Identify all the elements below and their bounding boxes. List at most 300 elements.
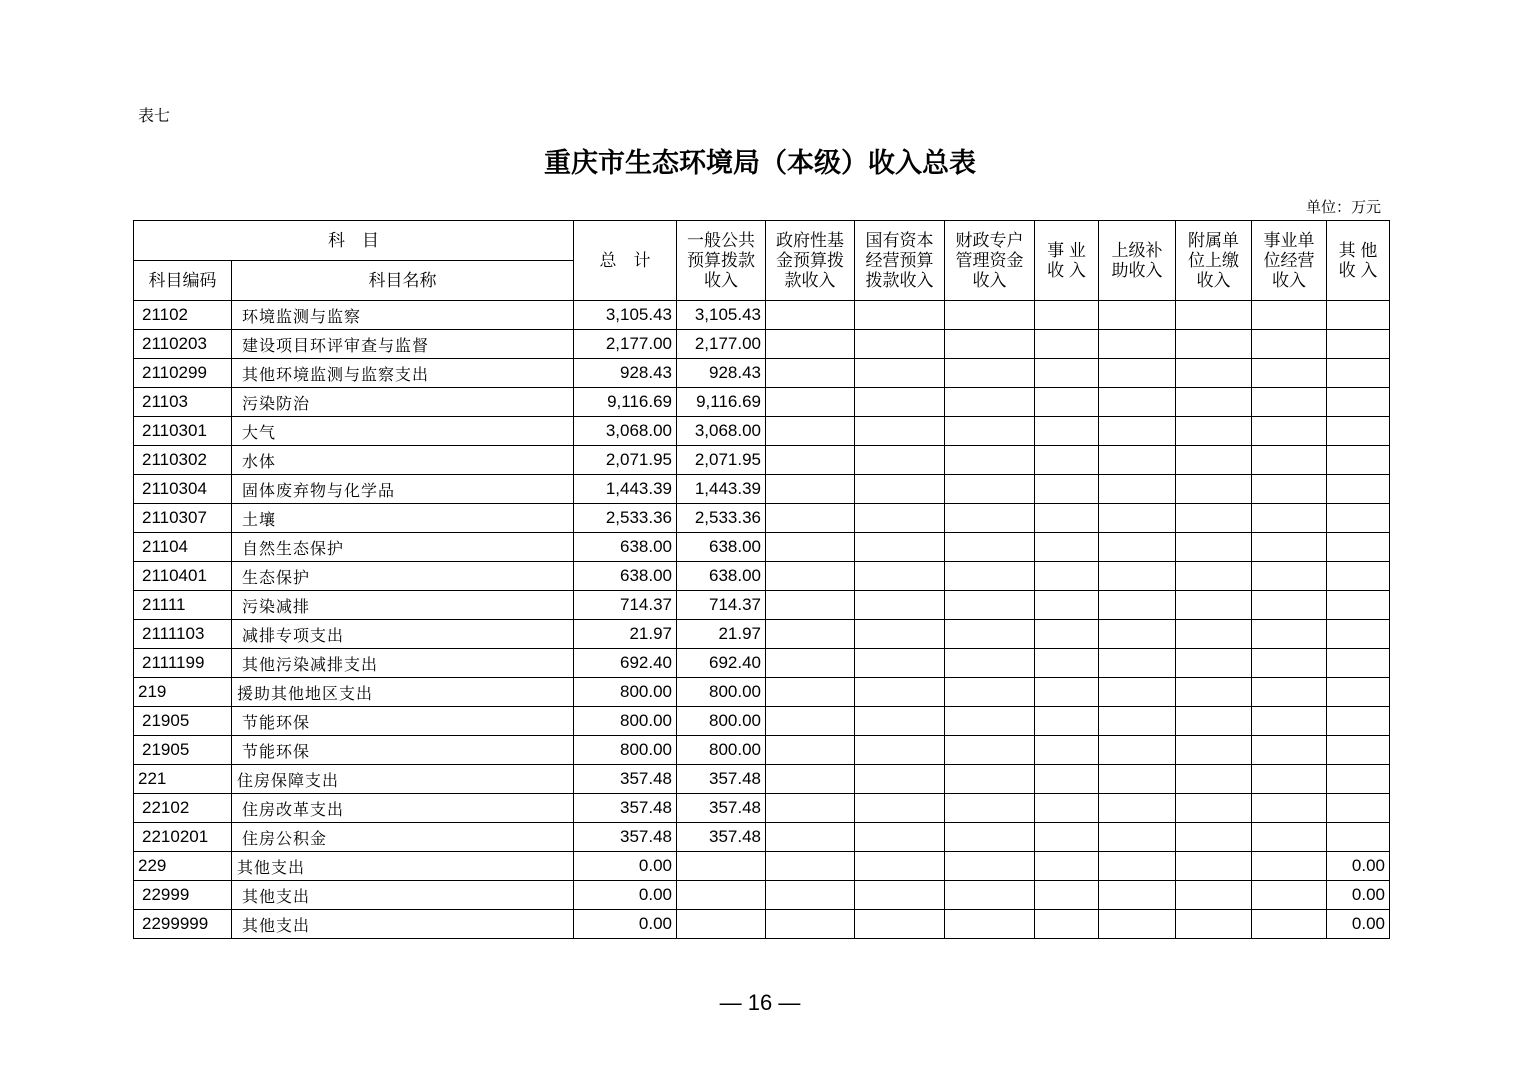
cell-total: 2,177.00 xyxy=(574,330,677,359)
cell-operating-income xyxy=(1252,417,1327,446)
cell-code: 219 xyxy=(134,678,232,707)
cell-enterprise-income xyxy=(1035,417,1099,446)
cell-state-capital xyxy=(855,910,945,939)
cell-superior-subsidy xyxy=(1099,475,1176,504)
cell-code: 2111103 xyxy=(134,620,232,649)
cell-total: 638.00 xyxy=(574,533,677,562)
cell-special-fund xyxy=(945,591,1035,620)
table-row xyxy=(134,620,1390,649)
cell-general-budget: 2,177.00 xyxy=(677,330,766,359)
cell-operating-income xyxy=(1252,881,1327,910)
cell-affiliated-income xyxy=(1176,881,1252,910)
cell-state-capital xyxy=(855,504,945,533)
cell-general-budget: 2,533.36 xyxy=(677,504,766,533)
cell-total: 0.00 xyxy=(574,881,677,910)
cell-code: 21111 xyxy=(134,591,232,620)
cell-name: 环境监测与监察 xyxy=(232,301,574,330)
cell-enterprise-income xyxy=(1035,591,1099,620)
cell-other-income xyxy=(1327,562,1390,591)
cell-state-capital xyxy=(855,736,945,765)
cell-special-fund xyxy=(945,562,1035,591)
cell-affiliated-income xyxy=(1176,504,1252,533)
cell-affiliated-income xyxy=(1176,359,1252,388)
cell-operating-income xyxy=(1252,504,1327,533)
table-row xyxy=(134,533,1390,562)
cell-gov-fund xyxy=(766,330,855,359)
table-row xyxy=(134,475,1390,504)
cell-superior-subsidy xyxy=(1099,388,1176,417)
cell-enterprise-income xyxy=(1035,475,1099,504)
cell-total: 800.00 xyxy=(574,678,677,707)
cell-other-income xyxy=(1327,707,1390,736)
table-row xyxy=(134,649,1390,678)
cell-other-income xyxy=(1327,388,1390,417)
cell-general-budget xyxy=(677,910,766,939)
cell-other-income xyxy=(1327,446,1390,475)
cell-total: 3,068.00 xyxy=(574,417,677,446)
cell-superior-subsidy xyxy=(1099,330,1176,359)
cell-special-fund xyxy=(945,504,1035,533)
cell-enterprise-income xyxy=(1035,794,1099,823)
cell-total: 1,443.39 xyxy=(574,475,677,504)
cell-other-income xyxy=(1327,736,1390,765)
cell-operating-income xyxy=(1252,736,1327,765)
cell-gov-fund xyxy=(766,533,855,562)
cell-special-fund xyxy=(945,301,1035,330)
cell-special-fund xyxy=(945,330,1035,359)
table-row xyxy=(134,446,1390,475)
cell-special-fund xyxy=(945,359,1035,388)
cell-total: 357.48 xyxy=(574,765,677,794)
cell-superior-subsidy xyxy=(1099,620,1176,649)
table-row xyxy=(134,591,1390,620)
cell-special-fund xyxy=(945,852,1035,881)
cell-general-budget: 800.00 xyxy=(677,678,766,707)
cell-gov-fund xyxy=(766,910,855,939)
cell-superior-subsidy xyxy=(1099,736,1176,765)
cell-operating-income xyxy=(1252,852,1327,881)
other-income-header: 其 他 收 入 xyxy=(1327,221,1390,301)
cell-state-capital xyxy=(855,707,945,736)
cell-code: 21104 xyxy=(134,533,232,562)
cell-state-capital xyxy=(855,678,945,707)
cell-other-income xyxy=(1327,765,1390,794)
cell-other-income xyxy=(1327,504,1390,533)
cell-gov-fund xyxy=(766,823,855,852)
cell-other-income xyxy=(1327,301,1390,330)
cell-special-fund xyxy=(945,620,1035,649)
cell-total: 357.48 xyxy=(574,823,677,852)
cell-operating-income xyxy=(1252,301,1327,330)
cell-operating-income xyxy=(1252,591,1327,620)
cell-affiliated-income xyxy=(1176,765,1252,794)
cell-special-fund xyxy=(945,765,1035,794)
cell-name: 固体废弃物与化学品 xyxy=(232,475,574,504)
cell-code: 21103 xyxy=(134,388,232,417)
operating-income-header: 事业单 位经营 收入 xyxy=(1252,221,1327,301)
table-row xyxy=(134,388,1390,417)
cell-general-budget: 692.40 xyxy=(677,649,766,678)
cell-name: 建设项目环评审查与监督 xyxy=(232,330,574,359)
state-capital-header: 国有资本 经营预算 拨款收入 xyxy=(855,221,945,301)
cell-gov-fund xyxy=(766,562,855,591)
page-number: — 16 — xyxy=(719,990,801,1015)
cell-special-fund xyxy=(945,678,1035,707)
cell-state-capital xyxy=(855,330,945,359)
cell-affiliated-income xyxy=(1176,736,1252,765)
cell-name: 节能环保 xyxy=(232,736,574,765)
table-label: 表七 xyxy=(138,106,171,125)
cell-gov-fund xyxy=(766,649,855,678)
cell-state-capital xyxy=(855,852,945,881)
cell-special-fund xyxy=(945,707,1035,736)
cell-enterprise-income xyxy=(1035,910,1099,939)
cell-name: 大气 xyxy=(232,417,574,446)
cell-affiliated-income xyxy=(1176,388,1252,417)
cell-affiliated-income xyxy=(1176,446,1252,475)
cell-gov-fund xyxy=(766,881,855,910)
cell-operating-income xyxy=(1252,707,1327,736)
cell-state-capital xyxy=(855,388,945,417)
cell-name: 其他污染减排支出 xyxy=(232,649,574,678)
cell-name: 住房改革支出 xyxy=(232,794,574,823)
cell-name: 住房公积金 xyxy=(232,823,574,852)
cell-code: 229 xyxy=(134,852,232,881)
cell-code: 221 xyxy=(134,765,232,794)
cell-general-budget: 3,068.00 xyxy=(677,417,766,446)
cell-operating-income xyxy=(1252,446,1327,475)
cell-superior-subsidy xyxy=(1099,301,1176,330)
table-row xyxy=(134,504,1390,533)
cell-general-budget: 800.00 xyxy=(677,736,766,765)
table-row xyxy=(134,707,1390,736)
cell-special-fund xyxy=(945,794,1035,823)
cell-superior-subsidy xyxy=(1099,417,1176,446)
cell-code: 2299999 xyxy=(134,910,232,939)
cell-enterprise-income xyxy=(1035,301,1099,330)
cell-gov-fund xyxy=(766,620,855,649)
cell-operating-income xyxy=(1252,330,1327,359)
cell-code: 21905 xyxy=(134,707,232,736)
cell-general-budget: 800.00 xyxy=(677,707,766,736)
cell-code: 2110301 xyxy=(134,417,232,446)
cell-affiliated-income xyxy=(1176,475,1252,504)
table-row xyxy=(134,417,1390,446)
cell-total: 9,116.69 xyxy=(574,388,677,417)
cell-enterprise-income xyxy=(1035,533,1099,562)
cell-superior-subsidy xyxy=(1099,649,1176,678)
cell-affiliated-income xyxy=(1176,620,1252,649)
table-row xyxy=(134,765,1390,794)
cell-special-fund xyxy=(945,533,1035,562)
cell-state-capital xyxy=(855,475,945,504)
cell-superior-subsidy xyxy=(1099,823,1176,852)
cell-affiliated-income xyxy=(1176,562,1252,591)
cell-code: 2111199 xyxy=(134,649,232,678)
table-row xyxy=(134,359,1390,388)
cell-operating-income xyxy=(1252,620,1327,649)
enterprise-income-header: 事 业 收 入 xyxy=(1035,221,1099,301)
cell-other-income xyxy=(1327,359,1390,388)
cell-gov-fund xyxy=(766,707,855,736)
cell-enterprise-income xyxy=(1035,562,1099,591)
cell-state-capital xyxy=(855,591,945,620)
cell-name: 其他支出 xyxy=(232,910,574,939)
cell-superior-subsidy xyxy=(1099,562,1176,591)
cell-gov-fund xyxy=(766,475,855,504)
cell-other-income xyxy=(1327,591,1390,620)
cell-name: 援助其他地区支出 xyxy=(232,678,574,707)
cell-enterprise-income xyxy=(1035,504,1099,533)
cell-superior-subsidy xyxy=(1099,910,1176,939)
cell-code: 2210201 xyxy=(134,823,232,852)
cell-enterprise-income xyxy=(1035,620,1099,649)
cell-name: 污染减排 xyxy=(232,591,574,620)
cell-other-income xyxy=(1327,678,1390,707)
cell-affiliated-income xyxy=(1176,417,1252,446)
cell-total: 800.00 xyxy=(574,707,677,736)
cell-state-capital xyxy=(855,794,945,823)
cell-state-capital xyxy=(855,359,945,388)
cell-gov-fund xyxy=(766,736,855,765)
cell-total: 21.97 xyxy=(574,620,677,649)
cell-operating-income xyxy=(1252,388,1327,417)
cell-enterprise-income xyxy=(1035,330,1099,359)
cell-operating-income xyxy=(1252,678,1327,707)
cell-operating-income xyxy=(1252,475,1327,504)
cell-state-capital xyxy=(855,533,945,562)
cell-total: 0.00 xyxy=(574,852,677,881)
income-table xyxy=(133,220,1390,939)
cell-gov-fund xyxy=(766,504,855,533)
cell-affiliated-income xyxy=(1176,649,1252,678)
cell-state-capital xyxy=(855,649,945,678)
cell-enterprise-income xyxy=(1035,707,1099,736)
cell-enterprise-income xyxy=(1035,678,1099,707)
cell-name: 节能环保 xyxy=(232,707,574,736)
cell-name: 其他支出 xyxy=(232,881,574,910)
cell-operating-income xyxy=(1252,533,1327,562)
table-row xyxy=(134,881,1390,910)
cell-enterprise-income xyxy=(1035,823,1099,852)
cell-general-budget: 21.97 xyxy=(677,620,766,649)
cell-superior-subsidy xyxy=(1099,504,1176,533)
cell-operating-income xyxy=(1252,649,1327,678)
cell-code: 2110307 xyxy=(134,504,232,533)
cell-total: 3,105.43 xyxy=(574,301,677,330)
cell-special-fund xyxy=(945,417,1035,446)
cell-superior-subsidy xyxy=(1099,591,1176,620)
cell-gov-fund xyxy=(766,388,855,417)
cell-name: 生态保护 xyxy=(232,562,574,591)
cell-superior-subsidy xyxy=(1099,678,1176,707)
cell-other-income: 0.00 xyxy=(1327,910,1390,939)
cell-special-fund xyxy=(945,881,1035,910)
cell-total: 714.37 xyxy=(574,591,677,620)
cell-name: 自然生态保护 xyxy=(232,533,574,562)
cell-other-income xyxy=(1327,649,1390,678)
cell-state-capital xyxy=(855,823,945,852)
cell-general-budget: 357.48 xyxy=(677,794,766,823)
cell-gov-fund xyxy=(766,765,855,794)
cell-affiliated-income xyxy=(1176,794,1252,823)
cell-enterprise-income xyxy=(1035,359,1099,388)
cell-code: 2110401 xyxy=(134,562,232,591)
cell-affiliated-income xyxy=(1176,707,1252,736)
cell-gov-fund xyxy=(766,852,855,881)
cell-code: 21905 xyxy=(134,736,232,765)
code-header: 科目编码 xyxy=(134,261,232,301)
unit-label: 单位：万元 xyxy=(1305,198,1381,216)
cell-code: 22999 xyxy=(134,881,232,910)
table-row xyxy=(134,301,1390,330)
cell-total: 692.40 xyxy=(574,649,677,678)
cell-name: 其他支出 xyxy=(232,852,574,881)
cell-gov-fund xyxy=(766,591,855,620)
cell-special-fund xyxy=(945,475,1035,504)
cell-general-budget: 714.37 xyxy=(677,591,766,620)
table-row xyxy=(134,852,1390,881)
table-row xyxy=(134,794,1390,823)
cell-state-capital xyxy=(855,446,945,475)
cell-gov-fund xyxy=(766,301,855,330)
cell-special-fund xyxy=(945,446,1035,475)
cell-code: 2110203 xyxy=(134,330,232,359)
cell-gov-fund xyxy=(766,794,855,823)
total-header: 总 计 xyxy=(574,221,677,301)
cell-general-budget: 3,105.43 xyxy=(677,301,766,330)
cell-affiliated-income xyxy=(1176,910,1252,939)
table-row xyxy=(134,910,1390,939)
cell-name: 污染防治 xyxy=(232,388,574,417)
superior-subsidy-header: 上级补 助收入 xyxy=(1099,221,1176,301)
cell-operating-income xyxy=(1252,562,1327,591)
cell-gov-fund xyxy=(766,359,855,388)
cell-operating-income xyxy=(1252,910,1327,939)
page-title: 重庆市生态环境局（本级）收入总表 xyxy=(544,148,976,179)
cell-code: 21102 xyxy=(134,301,232,330)
cell-state-capital xyxy=(855,301,945,330)
cell-special-fund xyxy=(945,649,1035,678)
gov-fund-header: 政府性基 金预算拨 款收入 xyxy=(766,221,855,301)
cell-name: 住房保障支出 xyxy=(232,765,574,794)
cell-operating-income xyxy=(1252,359,1327,388)
cell-affiliated-income xyxy=(1176,301,1252,330)
cell-general-budget: 638.00 xyxy=(677,562,766,591)
special-fund-header: 财政专户 管理资金 收入 xyxy=(945,221,1035,301)
cell-general-budget: 357.48 xyxy=(677,765,766,794)
cell-general-budget: 638.00 xyxy=(677,533,766,562)
cell-total: 0.00 xyxy=(574,910,677,939)
cell-operating-income xyxy=(1252,823,1327,852)
cell-total: 2,071.95 xyxy=(574,446,677,475)
cell-enterprise-income xyxy=(1035,881,1099,910)
cell-name: 其他环境监测与监察支出 xyxy=(232,359,574,388)
table-row xyxy=(134,736,1390,765)
cell-enterprise-income xyxy=(1035,852,1099,881)
cell-enterprise-income xyxy=(1035,765,1099,794)
cell-code: 2110299 xyxy=(134,359,232,388)
cell-gov-fund xyxy=(766,446,855,475)
cell-state-capital xyxy=(855,881,945,910)
cell-other-income: 0.00 xyxy=(1327,852,1390,881)
table-row xyxy=(134,562,1390,591)
cell-total: 2,533.36 xyxy=(574,504,677,533)
cell-state-capital xyxy=(855,765,945,794)
cell-gov-fund xyxy=(766,417,855,446)
affiliated-income-header: 附属单 位上缴 收入 xyxy=(1176,221,1252,301)
cell-state-capital xyxy=(855,562,945,591)
cell-general-budget xyxy=(677,881,766,910)
cell-state-capital xyxy=(855,417,945,446)
cell-superior-subsidy xyxy=(1099,881,1176,910)
cell-affiliated-income xyxy=(1176,591,1252,620)
cell-total: 800.00 xyxy=(574,736,677,765)
cell-superior-subsidy xyxy=(1099,852,1176,881)
cell-general-budget: 357.48 xyxy=(677,823,766,852)
table-row xyxy=(134,678,1390,707)
cell-superior-subsidy xyxy=(1099,533,1176,562)
name-header: 科目名称 xyxy=(232,261,574,301)
cell-state-capital xyxy=(855,620,945,649)
cell-affiliated-income xyxy=(1176,678,1252,707)
cell-other-income: 0.00 xyxy=(1327,881,1390,910)
cell-enterprise-income xyxy=(1035,388,1099,417)
cell-total: 638.00 xyxy=(574,562,677,591)
cell-superior-subsidy xyxy=(1099,446,1176,475)
cell-affiliated-income xyxy=(1176,852,1252,881)
cell-special-fund xyxy=(945,910,1035,939)
subject-group-header: 科 目 xyxy=(134,221,574,261)
table-body xyxy=(134,301,1390,939)
cell-superior-subsidy xyxy=(1099,359,1176,388)
cell-affiliated-income xyxy=(1176,823,1252,852)
cell-superior-subsidy xyxy=(1099,765,1176,794)
cell-other-income xyxy=(1327,620,1390,649)
cell-general-budget: 928.43 xyxy=(677,359,766,388)
cell-enterprise-income xyxy=(1035,446,1099,475)
cell-other-income xyxy=(1327,533,1390,562)
cell-operating-income xyxy=(1252,794,1327,823)
cell-superior-subsidy xyxy=(1099,794,1176,823)
cell-superior-subsidy xyxy=(1099,707,1176,736)
cell-total: 357.48 xyxy=(574,794,677,823)
cell-general-budget: 2,071.95 xyxy=(677,446,766,475)
cell-special-fund xyxy=(945,388,1035,417)
cell-special-fund xyxy=(945,823,1035,852)
table-row xyxy=(134,330,1390,359)
cell-special-fund xyxy=(945,736,1035,765)
cell-other-income xyxy=(1327,475,1390,504)
cell-name: 水体 xyxy=(232,446,574,475)
cell-gov-fund xyxy=(766,678,855,707)
cell-name: 减排专项支出 xyxy=(232,620,574,649)
cell-enterprise-income xyxy=(1035,649,1099,678)
cell-code: 2110304 xyxy=(134,475,232,504)
cell-name: 土壤 xyxy=(232,504,574,533)
cell-affiliated-income xyxy=(1176,330,1252,359)
cell-other-income xyxy=(1327,330,1390,359)
cell-other-income xyxy=(1327,794,1390,823)
cell-code: 22102 xyxy=(134,794,232,823)
cell-affiliated-income xyxy=(1176,533,1252,562)
general-budget-header: 一般公共 预算拨款 收入 xyxy=(677,221,766,301)
cell-general-budget: 1,443.39 xyxy=(677,475,766,504)
table-row xyxy=(134,823,1390,852)
cell-general-budget xyxy=(677,852,766,881)
cell-general-budget: 9,116.69 xyxy=(677,388,766,417)
cell-operating-income xyxy=(1252,765,1327,794)
